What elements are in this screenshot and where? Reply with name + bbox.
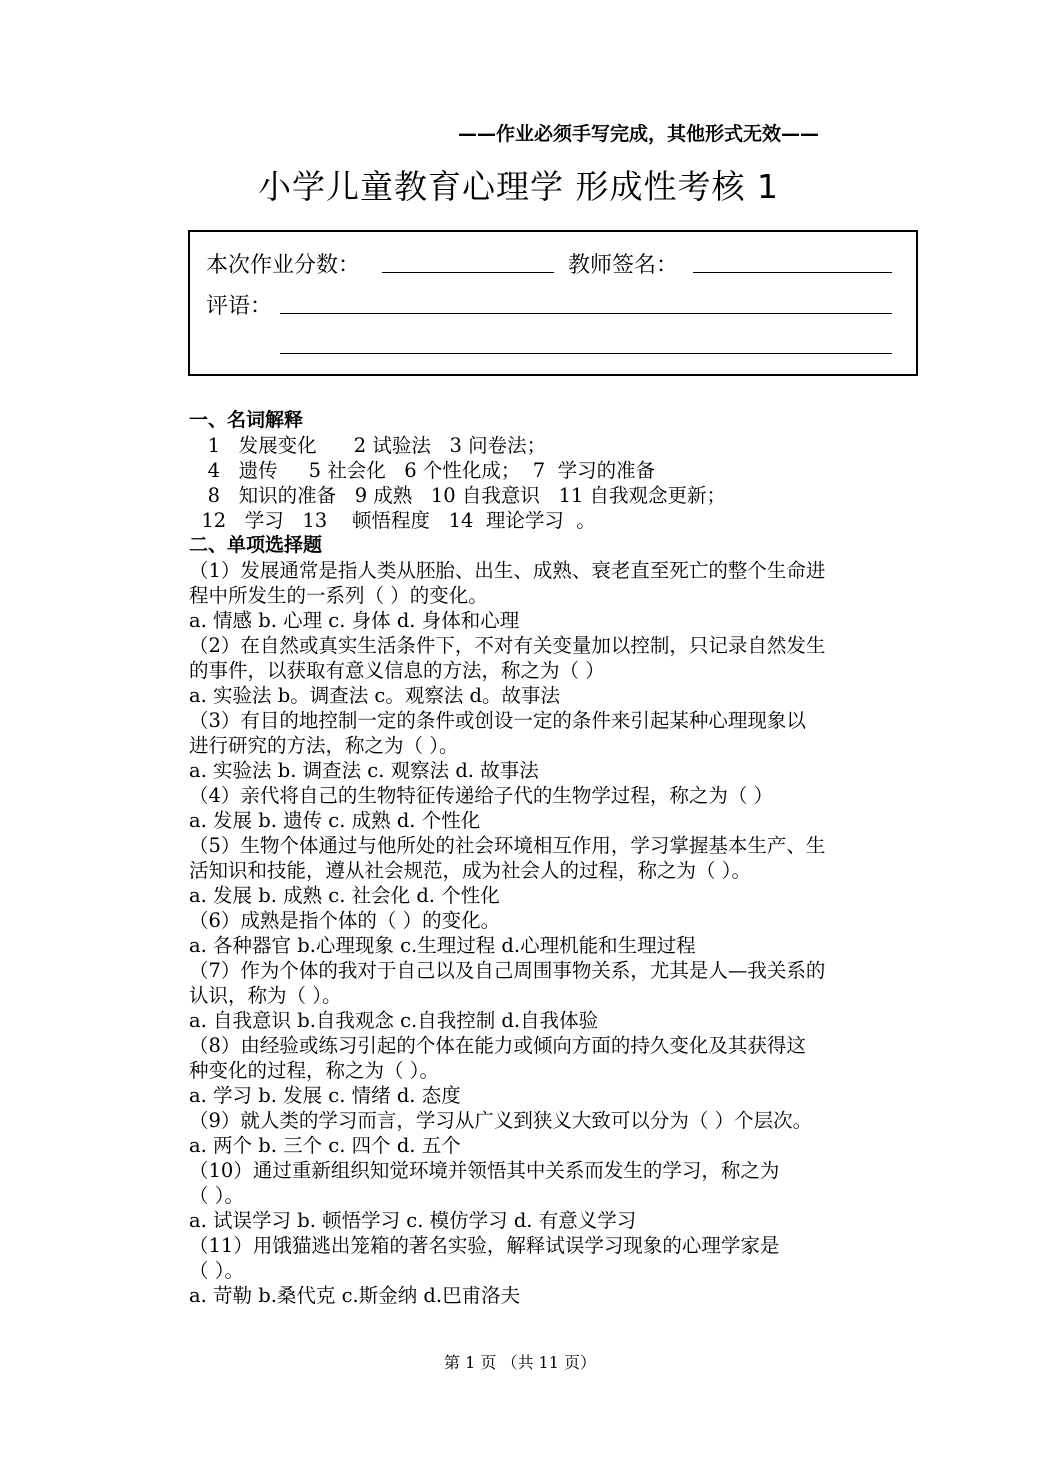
text-line: （3）有目的地控制一定的条件或创设一定的条件来引起某种心理现象以 bbox=[189, 709, 806, 732]
section-heading: 一、名词解释 bbox=[189, 409, 304, 431]
text-line: （7）作为个体的我对于自己以及自己周围事物关系，尤其是人—我关系的 bbox=[189, 959, 826, 982]
text-line: a. 情感 b. 心理 c. 身体 d. 身体和心理 bbox=[189, 609, 520, 632]
text-line: a. 实验法 b。调查法 c。观察法 d。故事法 bbox=[189, 684, 561, 707]
text-line: a. 两个 b. 三个 c. 四个 d. 五个 bbox=[189, 1134, 461, 1157]
grade-box bbox=[188, 230, 918, 376]
text-line: a. 自我意识 b.自我观念 c.自我控制 d.自我体验 bbox=[189, 1009, 599, 1032]
text-line: 4 遗传 5 社会化 6 个性化成； 7 学习的准备 bbox=[189, 459, 656, 482]
comment-field-line-1[interactable] bbox=[280, 313, 892, 314]
text-line: （ ）。 bbox=[189, 1184, 244, 1207]
comment-label: 评语： bbox=[206, 294, 273, 319]
text-line: （1）发展通常是指人类从胚胎、出生、成熟、衰老直至死亡的整个生命进 bbox=[189, 559, 826, 582]
score-label: 本次作业分数： bbox=[206, 253, 361, 278]
text-line: （2）在自然或真实生活条件下，不对有关变量加以控制，只记录自然发生 bbox=[189, 634, 826, 657]
text-line: （11）用饿猫逃出笼箱的著名实验，解释试误学习现象的心理学家是 bbox=[189, 1234, 780, 1257]
text-line: a. 学习 b. 发展 c. 情绪 d. 态度 bbox=[189, 1084, 461, 1107]
text-line: a. 实验法 b. 调查法 c. 观察法 d. 故事法 bbox=[189, 759, 539, 782]
text-line: （9）就人类的学习而言，学习从广义到狭义大致可以分为（ ）个层次。 bbox=[189, 1109, 813, 1132]
text-line: a. 试误学习 b. 顿悟学习 c. 模仿学习 d. 有意义学习 bbox=[189, 1209, 637, 1232]
text-line: a. 苛勒 b.桑代克 c.斯金纳 d.巴甫洛夫 bbox=[189, 1284, 521, 1307]
page-title: 小学儿童教育心理学 形成性考核 1 bbox=[258, 167, 779, 206]
text-line: a. 发展 b. 成熟 c. 社会化 d. 个性化 bbox=[189, 884, 500, 907]
text-line: 12 学习 13 顿悟程度 14 理论学习 。 bbox=[189, 509, 596, 532]
teacher-signature-field[interactable] bbox=[693, 272, 892, 273]
text-line: （10）通过重新组织知觉环境并领悟其中关系而发生的学习，称之为 bbox=[189, 1159, 780, 1182]
text-line: （ ）。 bbox=[189, 1259, 244, 1282]
text-line: （8）由经验或练习引起的个体在能力或倾向方面的持久变化及其获得这 bbox=[189, 1034, 806, 1057]
text-line: 1 发展变化 2 试验法 3 问卷法； bbox=[189, 434, 547, 457]
text-line: （5）生物个体通过与他所处的社会环境相互作用，学习掌握基本生产、生 bbox=[189, 834, 826, 857]
text-line: 的事件，以获取有意义信息的方法，称之为（ ） bbox=[189, 659, 605, 682]
text-line: a. 发展 b. 遗传 c. 成熟 d. 个性化 bbox=[189, 809, 481, 832]
text-line: 进行研究的方法，称之为（ ）。 bbox=[189, 734, 459, 757]
section-heading: 二、单项选择题 bbox=[189, 534, 323, 556]
teacher-signature-label: 教师签名： bbox=[568, 253, 679, 278]
text-line: 活知识和技能，遵从社会规范，成为社会人的过程，称之为（ ）。 bbox=[189, 859, 751, 882]
text-line: 程中所发生的一系列（ ）的变化。 bbox=[189, 584, 488, 607]
text-line: 8 知识的准备 9 成熟 10 自我意识 11 自我观念更新； bbox=[189, 484, 727, 507]
handwriting-notice: ——作业必须手写完成，其他形式无效—— bbox=[458, 123, 820, 145]
score-field[interactable] bbox=[382, 272, 554, 273]
text-line: 种变化的过程，称之为（ ）。 bbox=[189, 1059, 439, 1082]
text-line: a. 各种器官 b.心理现象 c.生理过程 d.心理机能和生理过程 bbox=[189, 934, 696, 957]
text-line: （6）成熟是指个体的（ ）的变化。 bbox=[189, 909, 501, 932]
comment-field-line-2[interactable] bbox=[280, 353, 892, 354]
page-footer: 第 1 页 （共 11 页） bbox=[444, 1353, 596, 1372]
text-line: 认识，称为（ ）。 bbox=[189, 984, 342, 1007]
text-line: （4）亲代将自己的生物特征传递给子代的生物学过程，称之为（ ） bbox=[189, 784, 774, 807]
